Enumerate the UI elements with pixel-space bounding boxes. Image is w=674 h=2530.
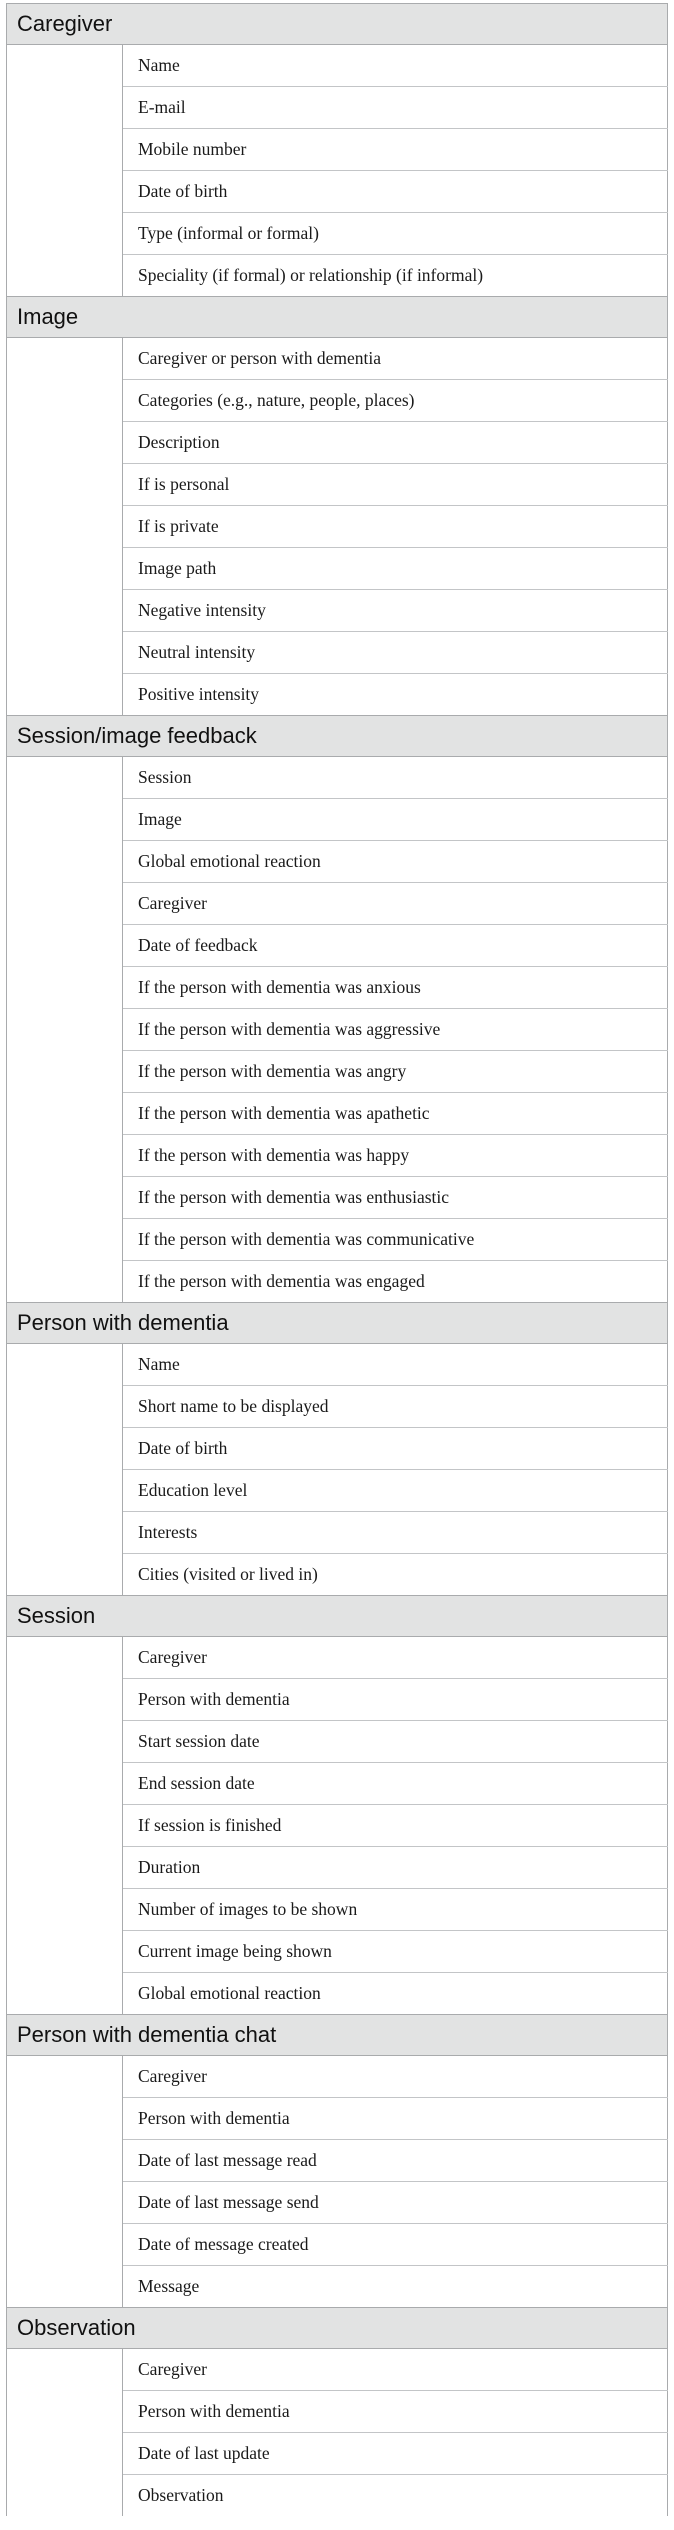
field-cell: Caregiver xyxy=(123,2056,668,2098)
table-row xyxy=(7,506,668,548)
table-row xyxy=(7,674,668,716)
field-cell: If session is finished xyxy=(123,1805,668,1847)
table-row xyxy=(7,338,668,380)
section-header-session xyxy=(7,1596,668,1637)
indent-cell xyxy=(7,1512,123,1554)
field-cell: Description xyxy=(123,422,668,464)
table-row xyxy=(7,1177,668,1219)
field-cell: Type (informal or formal) xyxy=(123,213,668,255)
table-row xyxy=(7,1135,668,1177)
indent-cell xyxy=(7,1344,123,1386)
indent-cell xyxy=(7,338,123,380)
section-header-person-with-dementia xyxy=(7,1303,668,1344)
table-row xyxy=(7,380,668,422)
table-row xyxy=(7,213,668,255)
table-row xyxy=(7,841,668,883)
indent-cell xyxy=(7,548,123,590)
table-row xyxy=(7,1051,668,1093)
table-row xyxy=(7,2224,668,2266)
field-cell: Cities (visited or lived in) xyxy=(123,1554,668,1596)
table-row xyxy=(7,2098,668,2140)
table-row xyxy=(7,1512,668,1554)
table-row xyxy=(7,632,668,674)
field-cell: Observation xyxy=(123,2475,668,2517)
indent-cell xyxy=(7,171,123,213)
field-cell: Caregiver xyxy=(123,883,668,925)
indent-cell xyxy=(7,380,123,422)
field-cell: Current image being shown xyxy=(123,1931,668,1973)
indent-cell xyxy=(7,1637,123,1679)
field-cell: Image xyxy=(123,799,668,841)
indent-cell xyxy=(7,2224,123,2266)
indent-cell xyxy=(7,1470,123,1512)
section-title: Person with dementia chat xyxy=(7,2015,668,2056)
field-cell: Date of message created xyxy=(123,2224,668,2266)
table-row xyxy=(7,757,668,799)
indent-cell xyxy=(7,87,123,129)
field-cell: If the person with dementia was engaged xyxy=(123,1261,668,1303)
table-row xyxy=(7,464,668,506)
section-header-person-with-dementia-chat xyxy=(7,2015,668,2056)
table-row xyxy=(7,2391,668,2433)
indent-cell xyxy=(7,1679,123,1721)
table-row xyxy=(7,1763,668,1805)
field-cell: Neutral intensity xyxy=(123,632,668,674)
field-cell: Caregiver xyxy=(123,2349,668,2391)
field-cell: Duration xyxy=(123,1847,668,1889)
indent-cell xyxy=(7,1889,123,1931)
field-cell: Speciality (if formal) or relationship (if informal) xyxy=(123,255,668,297)
table-row xyxy=(7,2140,668,2182)
table-row xyxy=(7,1554,668,1596)
field-cell: Short name to be displayed xyxy=(123,1386,668,1428)
indent-cell xyxy=(7,1135,123,1177)
indent-cell xyxy=(7,1219,123,1261)
indent-cell xyxy=(7,45,123,87)
table-row xyxy=(7,548,668,590)
field-cell: Image path xyxy=(123,548,668,590)
indent-cell xyxy=(7,1805,123,1847)
indent-cell xyxy=(7,1763,123,1805)
section-header-caregiver xyxy=(7,4,668,45)
field-cell: Interests xyxy=(123,1512,668,1554)
indent-cell xyxy=(7,2182,123,2224)
field-cell: Person with dementia xyxy=(123,2098,668,2140)
table-row xyxy=(7,87,668,129)
indent-cell xyxy=(7,1093,123,1135)
indent-cell xyxy=(7,2098,123,2140)
table-row xyxy=(7,129,668,171)
field-cell: Session xyxy=(123,757,668,799)
table-row xyxy=(7,422,668,464)
table-row xyxy=(7,1093,668,1135)
indent-cell xyxy=(7,967,123,1009)
table-row xyxy=(7,2182,668,2224)
indent-cell xyxy=(7,129,123,171)
table-row xyxy=(7,2349,668,2391)
field-cell: If the person with dementia was enthusiastic xyxy=(123,1177,668,1219)
table-row xyxy=(7,2433,668,2475)
indent-cell xyxy=(7,1009,123,1051)
section-title: Session/image feedback xyxy=(7,716,668,757)
indent-cell xyxy=(7,841,123,883)
table-row xyxy=(7,1344,668,1386)
field-cell: E-mail xyxy=(123,87,668,129)
section-title: Person with dementia xyxy=(7,1303,668,1344)
table-row xyxy=(7,1637,668,1679)
field-cell: Start session date xyxy=(123,1721,668,1763)
field-cell: Name xyxy=(123,45,668,87)
section-header-observation xyxy=(7,2308,668,2349)
field-cell: Mobile number xyxy=(123,129,668,171)
table-row xyxy=(7,2056,668,2098)
indent-cell xyxy=(7,1428,123,1470)
indent-cell xyxy=(7,2140,123,2182)
indent-cell xyxy=(7,1931,123,1973)
table-row xyxy=(7,2266,668,2308)
field-cell: Caregiver xyxy=(123,1637,668,1679)
field-cell: Date of last message send xyxy=(123,2182,668,2224)
table-row xyxy=(7,1679,668,1721)
table-row xyxy=(7,1931,668,1973)
field-cell: Date of last message read xyxy=(123,2140,668,2182)
table-row xyxy=(7,1973,668,2015)
table-row xyxy=(7,2475,668,2517)
field-cell: Date of birth xyxy=(123,1428,668,1470)
indent-cell xyxy=(7,1554,123,1596)
field-cell: Caregiver or person with dementia xyxy=(123,338,668,380)
field-cell: If the person with dementia was anxious xyxy=(123,967,668,1009)
indent-cell xyxy=(7,506,123,548)
field-cell: Global emotional reaction xyxy=(123,841,668,883)
field-cell: Date of last update xyxy=(123,2433,668,2475)
field-cell: Number of images to be shown xyxy=(123,1889,668,1931)
field-cell: If the person with dementia was aggressive xyxy=(123,1009,668,1051)
section-header-image xyxy=(7,297,668,338)
table-row xyxy=(7,799,668,841)
field-cell: If is private xyxy=(123,506,668,548)
indent-cell xyxy=(7,2349,123,2391)
field-cell: End session date xyxy=(123,1763,668,1805)
field-cell: If the person with dementia was communicative xyxy=(123,1219,668,1261)
indent-cell xyxy=(7,2391,123,2433)
indent-cell xyxy=(7,2433,123,2475)
indent-cell xyxy=(7,213,123,255)
table-row xyxy=(7,171,668,213)
indent-cell xyxy=(7,674,123,716)
section-title: Image xyxy=(7,297,668,338)
indent-cell xyxy=(7,590,123,632)
field-cell: Name xyxy=(123,1344,668,1386)
table-row xyxy=(7,255,668,297)
table-row xyxy=(7,1261,668,1303)
field-cell: Message xyxy=(123,2266,668,2308)
field-cell: Categories (e.g., nature, people, places) xyxy=(123,380,668,422)
indent-cell xyxy=(7,1177,123,1219)
table-row xyxy=(7,967,668,1009)
field-cell: If the person with dementia was happy xyxy=(123,1135,668,1177)
indent-cell xyxy=(7,2266,123,2308)
indent-cell xyxy=(7,757,123,799)
indent-cell xyxy=(7,925,123,967)
field-cell: Education level xyxy=(123,1470,668,1512)
indent-cell xyxy=(7,2475,123,2517)
data-model-table xyxy=(6,3,668,2516)
table-row xyxy=(7,1470,668,1512)
table-row xyxy=(7,1009,668,1051)
indent-cell xyxy=(7,1051,123,1093)
indent-cell xyxy=(7,799,123,841)
field-cell: Global emotional reaction xyxy=(123,1973,668,2015)
field-cell: Date of feedback xyxy=(123,925,668,967)
indent-cell xyxy=(7,255,123,297)
table-row xyxy=(7,1889,668,1931)
field-cell: Positive intensity xyxy=(123,674,668,716)
indent-cell xyxy=(7,2056,123,2098)
field-cell: If the person with dementia was apathetic xyxy=(123,1093,668,1135)
field-cell: If is personal xyxy=(123,464,668,506)
indent-cell xyxy=(7,1261,123,1303)
field-cell: Person with dementia xyxy=(123,2391,668,2433)
table-row xyxy=(7,1847,668,1889)
indent-cell xyxy=(7,1847,123,1889)
indent-cell xyxy=(7,464,123,506)
table-row xyxy=(7,45,668,87)
indent-cell xyxy=(7,632,123,674)
field-cell: Date of birth xyxy=(123,171,668,213)
indent-cell xyxy=(7,883,123,925)
section-title: Session xyxy=(7,1596,668,1637)
section-header-session-image-feedback xyxy=(7,716,668,757)
section-title: Observation xyxy=(7,2308,668,2349)
indent-cell xyxy=(7,1386,123,1428)
section-title: Caregiver xyxy=(7,4,668,45)
table-row xyxy=(7,1219,668,1261)
table-row xyxy=(7,925,668,967)
table-row xyxy=(7,1721,668,1763)
indent-cell xyxy=(7,1973,123,2015)
field-cell: Person with dementia xyxy=(123,1679,668,1721)
table-row xyxy=(7,1386,668,1428)
indent-cell xyxy=(7,1721,123,1763)
table-row xyxy=(7,590,668,632)
table-row xyxy=(7,1805,668,1847)
table-row xyxy=(7,883,668,925)
indent-cell xyxy=(7,422,123,464)
table-row xyxy=(7,1428,668,1470)
field-cell: If the person with dementia was angry xyxy=(123,1051,668,1093)
field-cell: Negative intensity xyxy=(123,590,668,632)
